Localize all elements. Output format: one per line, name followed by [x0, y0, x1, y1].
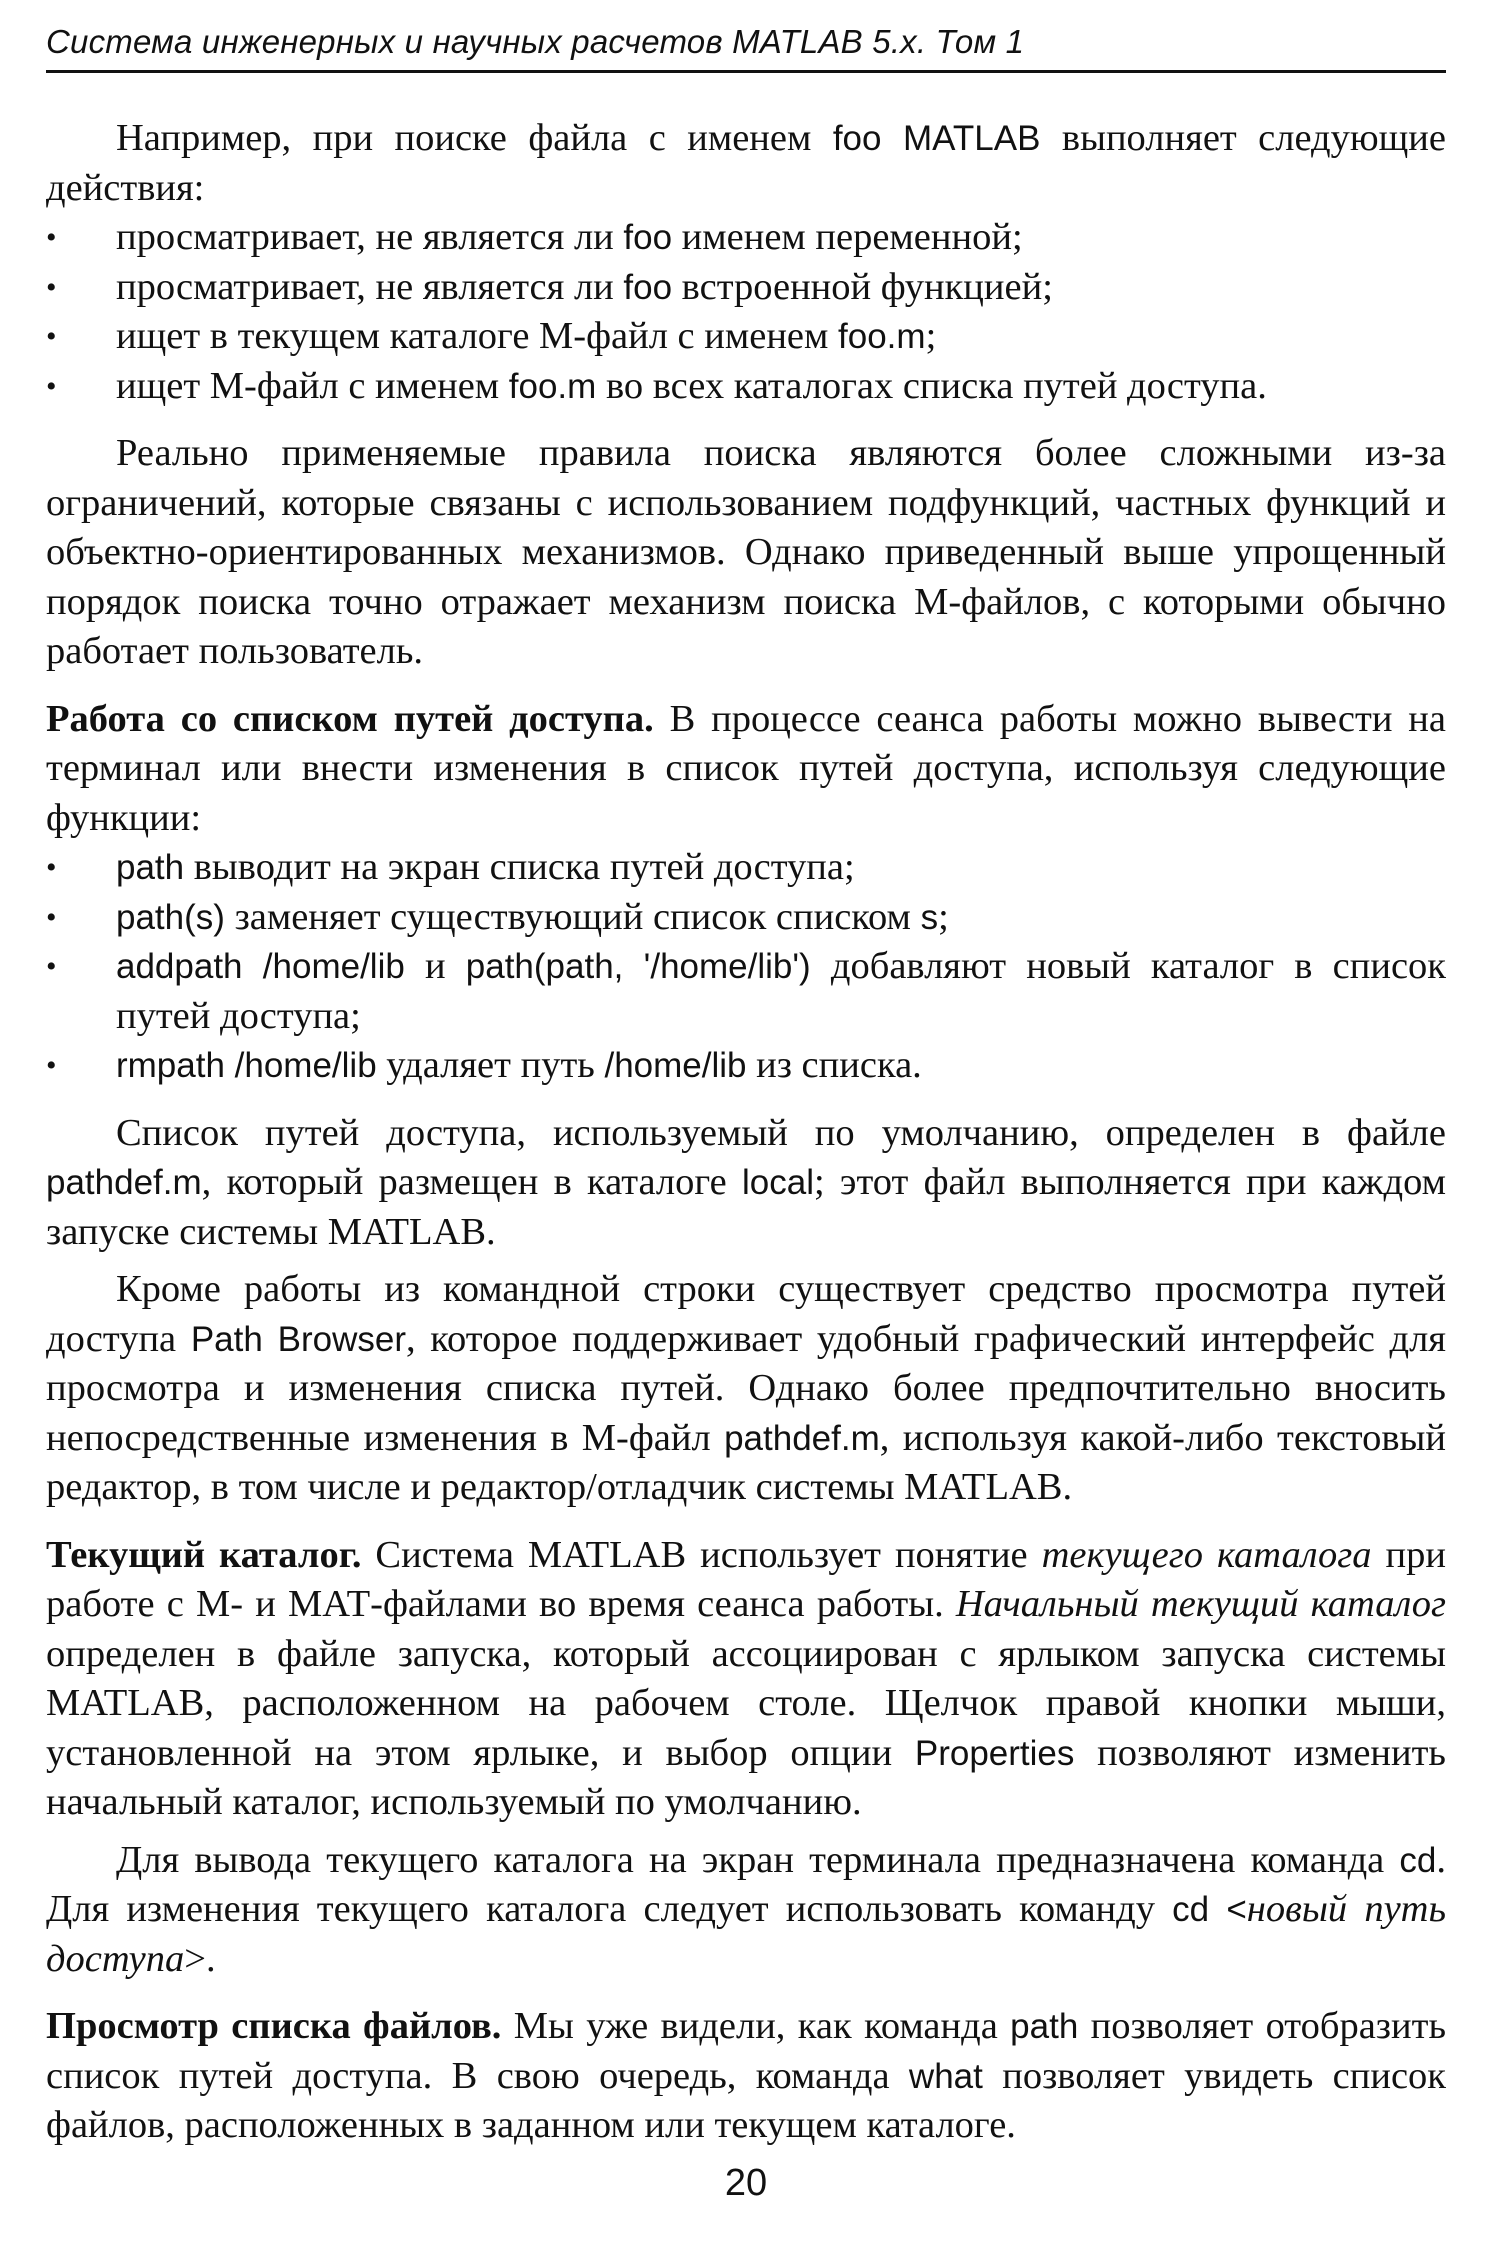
code-text: Properties	[914, 1733, 1075, 1773]
list-item	[46, 942, 1446, 1041]
code-text: Path Browser	[190, 1319, 406, 1359]
italic-term: текущего каталога	[1041, 1533, 1372, 1576]
intro-paragraph	[46, 114, 1446, 213]
code-text: path	[116, 848, 185, 887]
list-item	[46, 843, 1446, 893]
text-run: выводит на экран списка путей доступа;	[184, 846, 855, 888]
list-item	[46, 312, 1446, 362]
text-run: именем переменной;	[672, 216, 1023, 258]
code-text: cd <	[1172, 1890, 1247, 1929]
text-run: >.	[184, 1937, 216, 1980]
text-run: выполняет следующие действия:	[46, 117, 1446, 209]
text-run: Список путей доступа, используемый по умолчанию, определен в файле	[116, 1111, 1446, 1154]
text-run: позволяет увидеть список файлов, расположенных в заданном или текущем каталоге.	[46, 2054, 1447, 2146]
code-text: foo.m	[838, 317, 926, 356]
code-text: rmpath /home/lib	[116, 1046, 377, 1085]
text-run: , используя какой-либо текстовый редактор, в том числе и редактор/отладчик системы MATLAB.	[46, 1416, 1446, 1508]
code-text: path	[1010, 2007, 1079, 2046]
text-run: просматривает, не является ли	[116, 265, 624, 308]
text-run: заменяет существующий список списком	[224, 895, 921, 938]
italic-term: Начальный текущий каталог	[955, 1583, 1446, 1625]
text-run: Например, при поиске файла с именем	[116, 117, 833, 159]
page-body	[46, 114, 1446, 2151]
text-run: удаляет путь	[376, 1044, 605, 1086]
text-run: и	[404, 945, 466, 987]
path-browser-paragraph	[46, 1265, 1446, 1513]
list-item	[46, 362, 1446, 412]
text-run: добавляют новый каталог в список путей доступа;	[116, 945, 1446, 1037]
text-run: , которое поддерживает удобный графический интерфейс для просмотра и изменения списка путей. Однако более предпочтительно вносить непосредственные изменения в М-файл	[46, 1317, 1446, 1459]
text-run: встроенной функцией;	[672, 265, 1053, 308]
search-rules-paragraph: Реально применяемые правила поиска являются более сложными из-за ограничений, которые связаны с использованием подфункций, частных функций и объектно-ориентированных механизмов. Однако приведенный выше упрощенный порядок поиска точно отражает механизм поиска М-файлов, с которыми обычно работает пользователь.	[46, 432, 1446, 672]
current-dir-paragraph	[46, 1531, 1446, 1828]
text-run: ;	[925, 315, 937, 357]
code-text: pathdef.m	[46, 1163, 202, 1202]
text-run: Для вывода текущего каталога на экран терминала предназначена команда	[116, 1838, 1400, 1881]
text-run: . Для изменения текущего каталога следует использовать команду	[46, 1838, 1446, 1930]
text-run: ищет в текущем каталоге М-файл с именем	[116, 315, 839, 357]
code-text: what	[908, 2056, 983, 2096]
list-item	[46, 263, 1446, 313]
code-text: path(path, '/home/lib')	[465, 947, 811, 986]
text-run: В процессе сеанса работы можно вывести на терминал или внести изменения в список путей доступа, используя следующие функции:	[46, 697, 1446, 839]
italic-term: новый путь доступа	[46, 1888, 1446, 1980]
path-section-paragraph	[46, 695, 1446, 844]
code-text: foo MATLAB	[832, 119, 1041, 158]
default-path-paragraph	[46, 1109, 1446, 1258]
search-steps-list	[46, 213, 1446, 411]
list-item	[46, 1041, 1446, 1091]
document-page	[46, 22, 1446, 2222]
code-text: local	[742, 1163, 814, 1202]
text-run: , который размещен в каталоге	[201, 1161, 743, 1203]
code-text: cd	[1399, 1840, 1437, 1880]
list-item	[46, 893, 1446, 943]
text-run: во всех каталогах списка путей доступа.	[596, 364, 1267, 407]
code-text: s	[920, 897, 939, 937]
code-text: foo	[623, 218, 673, 257]
text-run: Система MATLAB использует понятие	[361, 1533, 1042, 1576]
path-functions-list	[46, 843, 1446, 1091]
running-header: Система инженерных и научных расчетов MATLAB 5.x. Том 1	[46, 22, 1446, 73]
text-run: просматривает, не является ли	[116, 216, 624, 258]
code-text: path(s)	[116, 897, 225, 937]
code-text: addpath /home/lib	[116, 947, 405, 986]
code-text: pathdef.m	[724, 1418, 880, 1458]
code-text: /home/lib	[604, 1046, 747, 1085]
section-heading: Просмотр списка файлов.	[46, 2005, 502, 2047]
cd-command-paragraph	[46, 1836, 1446, 1985]
text-run: при работе с М- и МАТ-файлами во время сеанса работы.	[46, 1533, 1446, 1625]
text-run: определен в файле запуска, который ассоциирован с ярлыком запуска системы MATLAB, расположенном на рабочем столе. Щелчок правой кнопки мыши, установленной на этом ярлыке, и выбор опции	[46, 1632, 1446, 1774]
text-run: ;	[938, 895, 949, 938]
text-run: Кроме работы из командной строки существует средство просмотра путей доступа	[46, 1268, 1446, 1360]
text-run: позволяет отобразить список путей доступа. В свою очередь, команда	[46, 2005, 1446, 2097]
text-run: ; этот файл выполняется при каждом запуске системы MATLAB.	[46, 1161, 1446, 1253]
text-run: из списка.	[746, 1044, 922, 1086]
text-run: Мы уже видели, как команда	[501, 2005, 1011, 2047]
section-heading: Текущий каталог.	[46, 1533, 362, 1576]
file-list-paragraph	[46, 2002, 1446, 2151]
page-number: 20	[724, 2162, 768, 2204]
list-item	[46, 213, 1446, 263]
code-text: foo.m	[508, 366, 597, 406]
section-heading: Работа со списком путей доступа.	[46, 697, 654, 740]
text-run: ищет М-файл с именем	[116, 364, 509, 407]
text-run: позволяют изменить начальный каталог, используемый по умолчанию.	[46, 1731, 1446, 1823]
code-text: foo	[623, 267, 673, 307]
